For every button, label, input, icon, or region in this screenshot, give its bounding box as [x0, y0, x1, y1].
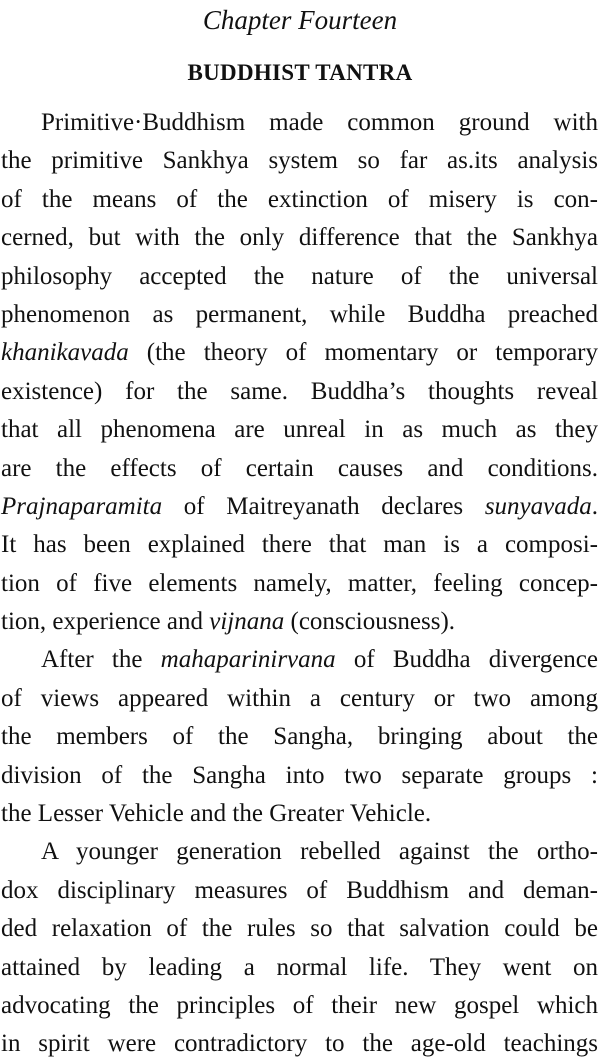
text-line: [1, 910, 598, 948]
text-line: [1, 565, 598, 603]
text-run: division of the Sangha into two separate groups :: [1, 761, 598, 789]
text-line: [1, 872, 598, 910]
text-line: [1, 296, 598, 334]
text-run: existence) for the same. Buddha’s thoughts reveal: [1, 377, 598, 405]
text-run: in spirit were contradictory to the age-old teachings: [1, 1030, 598, 1058]
italic-term: vijnana: [209, 608, 285, 636]
text-line: [1, 987, 598, 1025]
text-line: [1, 833, 598, 871]
text-run: After the: [41, 646, 161, 674]
text-line: [1, 104, 598, 142]
chapter-heading: Chapter Fourteen: [202, 5, 398, 35]
text-line: [1, 411, 598, 449]
text-line: [1, 949, 598, 987]
text-run: phenomenon as permanent, while Buddha preached: [1, 300, 598, 328]
text-run: A younger generation rebelled against the ortho-: [41, 838, 598, 866]
text-run: (consciousness).: [284, 608, 456, 636]
text-line: [1, 450, 598, 488]
text-line: [1, 641, 598, 679]
text-run: tion of five elements namely, matter, feeling concep-: [1, 569, 598, 597]
text-line: [1, 718, 598, 756]
paragraph: [1, 833, 598, 1063]
text-line: [1, 680, 598, 718]
paragraph: [1, 641, 598, 833]
text-line: [1, 1025, 598, 1063]
paragraph: [1, 104, 598, 641]
text-run: that all phenomena are unreal in as much as they: [1, 416, 598, 444]
text-run: cerned, but with the only difference that the Sankhya: [1, 224, 598, 252]
text-run: .: [591, 492, 598, 520]
text-line: [1, 488, 598, 526]
text-run: the Lesser Vehicle and the Greater Vehicle.: [1, 800, 432, 828]
chapter-title: BUDDHIST TANTRA: [187, 60, 413, 85]
text-line: [1, 757, 598, 795]
text-line: [1, 219, 598, 257]
text-run: the members of the Sangha, bringing about the: [1, 723, 598, 751]
text-line: [1, 334, 598, 372]
text-line: [1, 142, 598, 180]
text-line: [1, 526, 598, 564]
italic-term: sunyavada: [484, 492, 592, 520]
text-run: ded relaxation of the rules so that salvation could be: [1, 915, 598, 943]
text-run: dox disciplinary measures of Buddhism and deman-: [1, 876, 598, 904]
paragraphs: [1, 104, 598, 1064]
text-run: the primitive Sankhya system so far as.its analysis: [1, 147, 598, 175]
body-text: [1, 104, 598, 1064]
text-run: of Maitreyanath declares: [162, 492, 485, 520]
text-line: [1, 373, 598, 411]
italic-term: khanikavada: [1, 339, 129, 367]
italic-term: Prajnaparamita: [1, 492, 163, 520]
text-line: [1, 795, 598, 833]
text-line: [1, 258, 598, 296]
text-run: advocating the principles of their new gospel which: [1, 991, 598, 1019]
text-run: Primitive·Buddhism made common ground with: [41, 109, 598, 136]
text-run: philosophy accepted the nature of the universal: [1, 262, 598, 290]
italic-term: mahaparinirvana: [160, 646, 336, 674]
text-run: It has been explained there that man is a composi-: [1, 531, 598, 559]
text-run: tion, experience and: [1, 608, 210, 636]
text-line: [1, 181, 598, 219]
text-run: (the theory of momentary or temporary: [128, 339, 598, 367]
text-run: of the means of the extinction of misery is con-: [1, 185, 598, 213]
text-line: [1, 603, 598, 641]
text-run: are the effects of certain causes and conditions.: [1, 454, 598, 482]
text-run: of Buddha divergence: [335, 646, 598, 674]
text-run: attained by leading a normal life. They went on: [1, 953, 598, 981]
text-run: of views appeared within a century or two among: [1, 684, 598, 712]
